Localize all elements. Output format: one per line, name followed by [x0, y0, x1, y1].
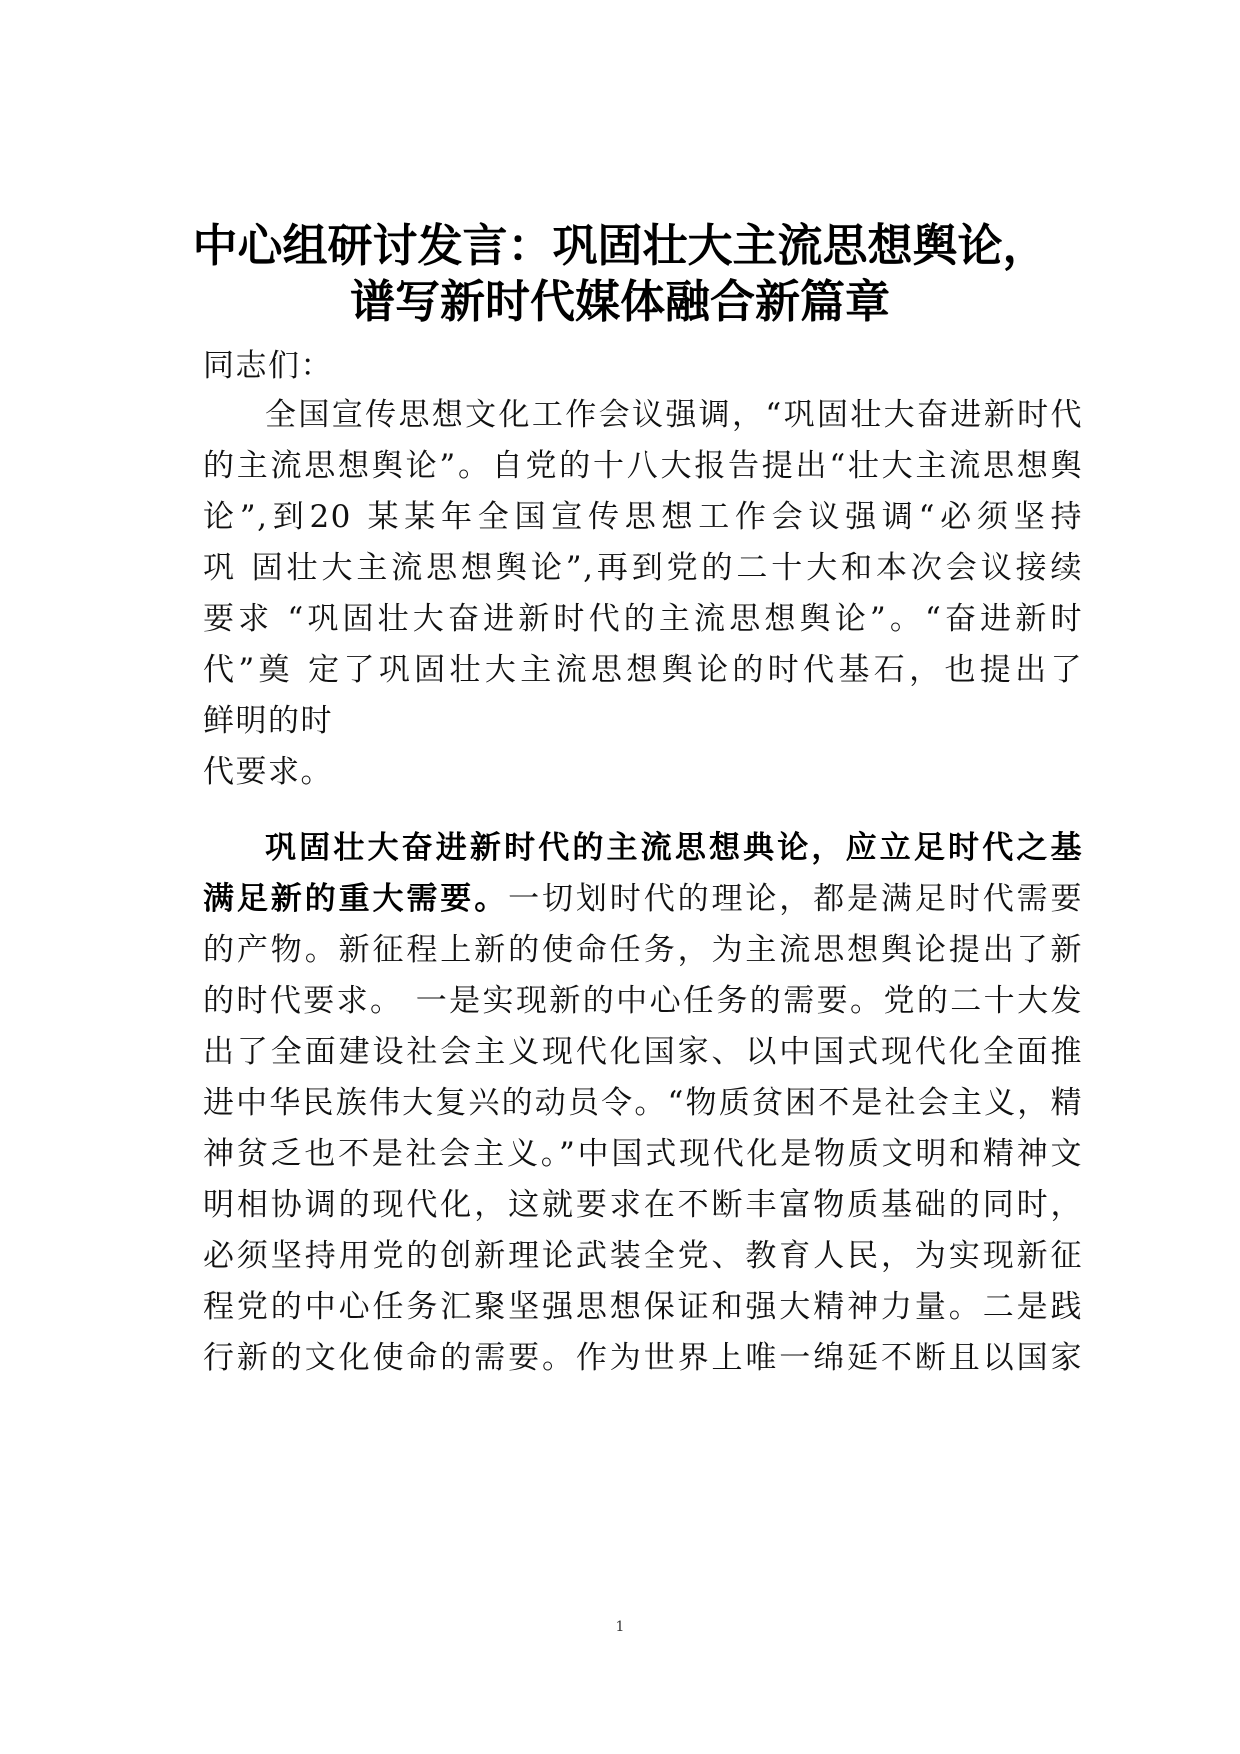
paragraph-2-line-2 [203, 879, 1083, 919]
paragraph-1-line-2: 的主流思想舆论”。自党的十八大报告提出“壮大主流思想舆 [203, 448, 1083, 484]
paragraph-2-line-5: 出了全面建设社会主义现代化国家、以中国式现代化全面推 [203, 1034, 1083, 1070]
paragraph-2-line-4: 的时代要求。 一是实现新的中心任务的需要。党的二十大发 [203, 983, 1083, 1019]
paragraph-2-heading-line-2: 满足新的重大需要。 [203, 881, 509, 917]
document-title-line-2: 谱写新时代媒体融合新篇章 [349, 275, 890, 328]
paragraph-1-line-7: 鲜明的时 [203, 703, 333, 739]
paragraph-2-line-2-text: 一切划时代的理论，都是满足时代需要 [508, 881, 1084, 917]
paragraph-2-line-3: 的产物。新征程上新的使命任务，为主流思想舆论提出了新 [203, 932, 1083, 968]
salutation: 同志们： [203, 348, 333, 384]
paragraph-2-line-8: 明相协调的现代化，这就要求在不断丰富物质基础的同时， [203, 1187, 1083, 1223]
paragraph-1-line-5: 要求 “巩固壮大奋进新时代的主流思想舆论”。“奋进新时 [203, 601, 1083, 637]
page-number: 1 [615, 1619, 625, 1635]
paragraph-2-line-9: 必须坚持用党的创新理论武装全党、教育人民，为实现新征 [203, 1238, 1083, 1274]
paragraph-1-line-8: 代要求。 [203, 754, 333, 790]
paragraph-1-line-3: 论”,到20 某某年全国宣传思想工作会议强调“必须坚持 [203, 499, 1083, 535]
paragraph-2-line-10: 程党的中心任务汇聚坚强思想保证和强大精神力量。二是践 [203, 1289, 1083, 1325]
paragraph-1-line-4: 巩 固壮大主流思想舆论”,再到党的二十大和本次会议接续 [203, 550, 1083, 586]
paragraph-2-heading-line-1: 巩固壮大奋进新时代的主流思想典论，应立足时代之基 [265, 830, 1083, 866]
paragraph-1-line-6: 代”奠 定了巩固壮大主流思想舆论的时代基石，也提出了 [203, 652, 1083, 688]
paragraph-2-line-7: 神贫乏也不是社会主义。”中国式现代化是物质文明和精神文 [203, 1136, 1083, 1172]
paragraph-1-line-1: 全国宣传思想文化工作会议强调，“巩固壮大奋进新时代 [265, 397, 1083, 433]
paragraph-2-line-6: 进中华民族伟大复兴的动员令。“物质贫困不是社会主义，精 [203, 1085, 1083, 1121]
document-title-line-1: 中心组研讨发言：巩固壮大主流思想舆论， [192, 219, 1048, 272]
paragraph-2-line-11: 行新的文化使命的需要。作为世界上唯一绵延不断且以国家 [203, 1340, 1083, 1376]
